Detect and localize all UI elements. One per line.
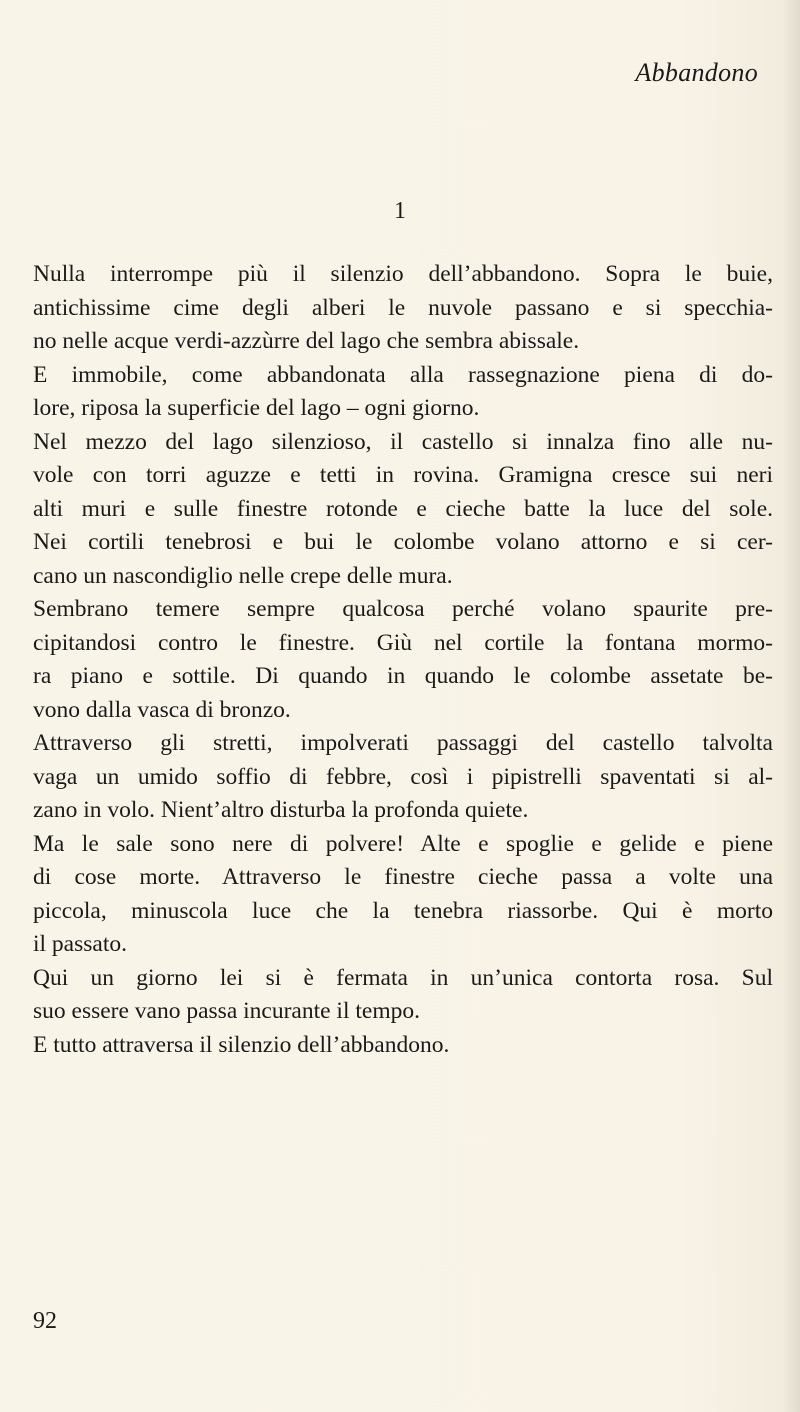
text-line: E immobile, come abbandonata alla rassegnazione piena di do-	[33, 361, 773, 388]
text-line: Nulla interrompe più il silenzio dell’abbandono. Sopra le buie,	[33, 261, 773, 287]
text-line: ra piano e sottile. Di quando in quando le colombe assetate be-	[33, 663, 773, 689]
poem-text-block	[33, 258, 773, 1062]
text-line: cano un nascondiglio nelle crepe delle mura.	[33, 562, 453, 589]
text-line: vaga un umido soffio di febbre, così i pipistrelli spaventati si al-	[33, 763, 773, 790]
text-line: antichissime cime degli alberi le nuvole passano e si specchia-	[33, 294, 773, 321]
text-line: Ma le sale sono nere di polvere! Alte e spoglie e gelide e piene	[33, 830, 773, 857]
text-line: zano in volo. Nient’altro disturba la profonda quiete.	[33, 797, 529, 823]
page-number: 92	[33, 1308, 57, 1334]
text-line: piccola, minuscola luce che la tenebra riassorbe. Qui è morto	[33, 897, 773, 924]
text-line: lore, riposa la superficie del lago – ogni giorno.	[33, 395, 480, 421]
text-line: il passato.	[33, 931, 127, 957]
text-line: Attraverso gli stretti, impolverati passaggi del castello talvolta	[33, 730, 773, 756]
text-line: vono dalla vasca di bronzo.	[33, 696, 291, 723]
text-line: suo essere vano passa incurante il tempo.	[33, 998, 420, 1024]
text-line: Nei cortili tenebrosi e bui le colombe volano attorno e si cer-	[33, 529, 773, 555]
text-line: vole con torri aguzze e tetti in rovina. Gramigna cresce sui neri	[33, 462, 773, 488]
text-line: alti muri e sulle finestre rotonde e cieche batte la luce del sole.	[33, 495, 773, 522]
running-head: Abbandono	[635, 58, 758, 87]
text-line: cipitandosi contro le finestre. Giù nel cortile la fontana mormo-	[33, 629, 773, 656]
text-line: no nelle acque verdi-azzùrre del lago che sembra abissale.	[33, 328, 580, 354]
text-line: Sembrano temere sempre qualcosa perché volano spaurite pre-	[33, 596, 773, 622]
text-line: E tutto attraversa il silenzio dell’abbandono.	[33, 1031, 450, 1058]
text-line: di cose morte. Attraverso le finestre cieche passa a volte una	[33, 864, 773, 890]
text-line: Qui un giorno lei si è fermata in un’unica contorta rosa. Sul	[33, 964, 773, 991]
section-number: 1	[394, 198, 406, 224]
text-line: Nel mezzo del lago silenzioso, il castello si innalza fino alle nu-	[33, 428, 773, 455]
